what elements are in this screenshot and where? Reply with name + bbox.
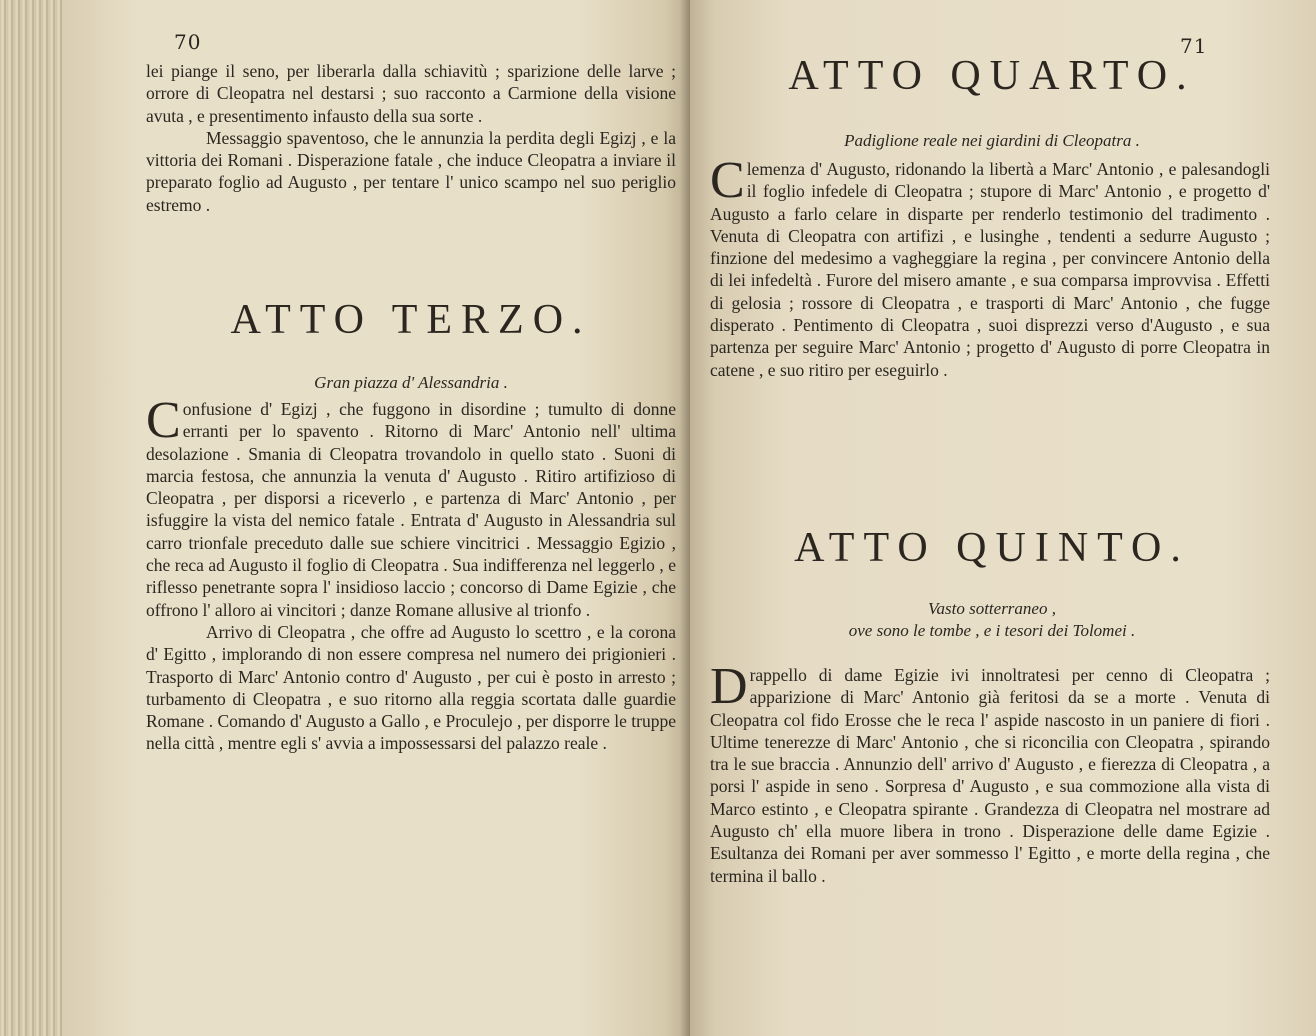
act-four-paragraph-text: lemenza d' Augusto, ridonando la libertà a Marc' Antonio , e palesandogli il foglio infedele di Cleopatra ; stupore di Marc' Antonio , e progetto d' Augusto a farlo celare in disparte per renderlo testimonio del tradimento . Venuta di Cleopatra con artifizi , e lusinghe , tendenti a sedurre Augusto ; finzione del medesimo a vagheggiare la regina , per convincere Antonio della di lei infedeltà . Furore del misero amante , e sua comparsa improvvisa . Effetti di gelosia ; rossore di Cleopatra , e trasporti di Marc' Antonio , che fugge disperato . Pentimento di Cleopatra , suoi disprezzi verso d'Augusto , e sua partenza per seguire Marc' Antonio ; progetto d' Augusto di porre Cleopatra in catene , e suo ritiro per eseguirlo . — [710, 159, 1270, 380]
act-five-scene — [712, 598, 1272, 642]
act-four-title: ATTO QUARTO. — [788, 53, 1196, 99]
act-five-paragraph-text: rappello di dame Egizie ivi innoltratesi per cenno di Cleopatra ; apparizione di Marc' Antonio già feritosi da se a morte . Venuta di Cleopatra col fido Erosse che le reca l' aspide nascosto in un paniere di fiori . Ultime tenerezze di Marc' Antonio , che si riconcilia con Cleopatra , spirando tra le sue braccia . Annunzio dell' arrivo d' Augusto , e fierezza di Cleopatra , a porsi l' aspide in seno . Sorpresa d' Augusto , e sua commozione alla vista di Marco estinto , e Cleopatra spirante . Grandezza di Cleopatra nel mostrare ad Augusto ch' ella muore libera in trono . Disperazione delle dame Egizie . Esultanza dei Romani per aver sommesso l' Egitto , e morte della regina , che termina il ballo . — [710, 665, 1270, 886]
act-five-title: ATTO QUINTO. — [794, 525, 1190, 571]
act-five-scene-line-2: ove sono le tombe , e i tesori dei Tolomei . — [848, 621, 1136, 640]
act-three-scene: Gran piazza d' Alessandria . — [314, 373, 508, 392]
right-page — [690, 0, 1316, 1036]
act-three-paragraph-1 — [146, 392, 676, 621]
act-four-scene: Padiglione reale nei giardini di Cleopatra . — [844, 131, 1140, 150]
act-four-text — [710, 152, 1270, 381]
left-page — [62, 0, 690, 1036]
act-five-text — [710, 658, 1270, 887]
intro-paragraph-1: lei piange il seno, per liberarla dalla schiavitù ; sparizione delle larve ; orrore di Cleopatra nel destarsi ; suo racconto a Carmione della visione avuta , e presentimento infausto della sua sorte . — [146, 61, 676, 126]
act-three-title: ATTO TERZO. — [230, 297, 592, 343]
left-intro-text — [146, 60, 676, 216]
act-three-text — [146, 392, 676, 755]
act-three-paragraph-1-text: onfusione d' Egizj , che fuggono in disordine ; tumulto di donne erranti per lo spavento . Ritorno di Marc' Antonio nell' ultima desolazione . Smania di Cleopatra trovandolo in quello stato . Suoni di marcia festosa, che annunzia la venuta d' Augusto . Ritiro artifizioso di Cleopatra , per disporsi a riceverlo , e partenza di Marc' Antonio , per isfuggire la vista del nemico fatale . Entrata d' Augusto in Alessandria sul carro trionfale preceduto dalle sue schiere vincitrici . Messaggio Egizio , che reca ad Augusto il foglio di Cleopatra . Sua indifferenza nel leggerlo , e riflesso penetrante sopra l' insidioso laccio ; concorso di Dame Egizie , che offrono l' alloro ai vincitori ; danze Romane allusive al trionfo . — [146, 399, 676, 620]
page-number-right: 71 — [1180, 34, 1208, 58]
act-four-paragraph — [710, 152, 1270, 381]
page-edges — [0, 0, 70, 1036]
drop-cap: C — [146, 392, 181, 449]
drop-cap: D — [710, 658, 748, 715]
page-number-left: 70 — [174, 30, 202, 54]
drop-cap: C — [710, 152, 745, 209]
act-three-paragraph-2: Arrivo di Cleopatra , che offre ad Augusto lo scettro , e la corona d' Egitto , implorando di non essere compresa nel numero dei prigionieri . Trasporto di Marc' Antonio contro d' Augusto , per cui è posto in arresto ; turbamento di Cleopatra , e suo ritorno alla reggia scortata dalle guardie Romane . Comando d' Augusto a Gallo , e Proculejo , per disporre le truppe nella città , mentre egli s' avvia a impossessarsi del palazzo reale . — [146, 621, 676, 754]
intro-paragraph-2: Messaggio spaventoso, che le annunzia la perdita degli Egizj , e la vittoria dei Romani . Disperazione fatale , che induce Cleopatra a inviare il preparato foglio ad Augusto , per tentare l' unico scampo nel suo periglio estremo . — [146, 127, 676, 215]
act-five-scene-line-1: Vasto sotterraneo , — [928, 599, 1056, 618]
act-five-paragraph — [710, 658, 1270, 887]
